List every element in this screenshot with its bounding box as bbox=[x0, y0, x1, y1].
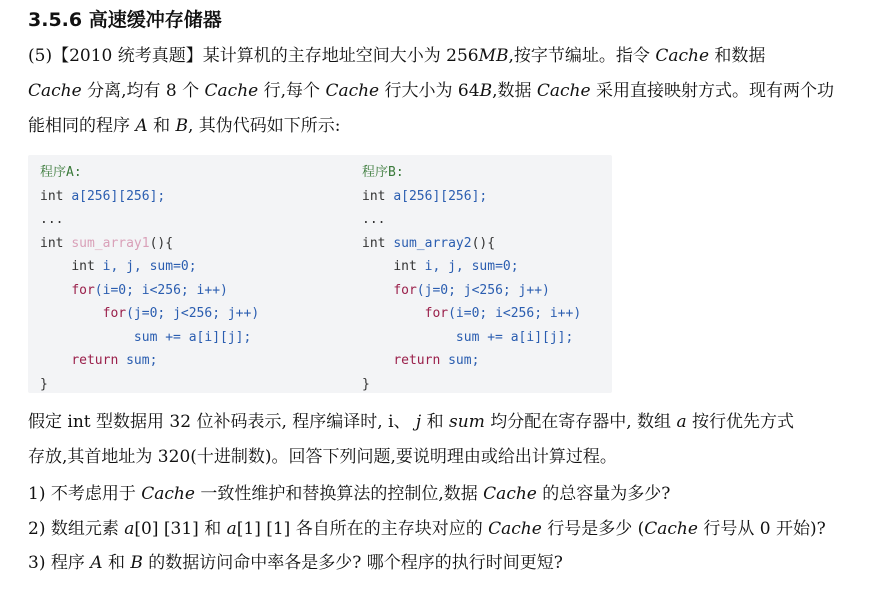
code-decl: a[256][256]; bbox=[71, 188, 166, 204]
problem-line-3 bbox=[28, 109, 834, 144]
var-j: j bbox=[415, 412, 422, 432]
code-loop: (j=0; j<256; j++) bbox=[416, 282, 550, 298]
code-type: int bbox=[362, 235, 386, 251]
assumption-line-1 bbox=[28, 405, 794, 440]
code-line bbox=[362, 161, 581, 185]
code-line bbox=[40, 232, 259, 256]
code-decl: a[256][256]; bbox=[393, 188, 488, 204]
text-segment: (5)【2010 统考真题】某计算机的主存地址空间大小为 256 bbox=[28, 46, 479, 66]
unit-b: B bbox=[479, 81, 493, 101]
text-segment: ,数据 bbox=[492, 81, 537, 101]
var-a: a bbox=[124, 519, 135, 539]
code-type: int bbox=[40, 188, 64, 204]
text-segment: , 其伪代码如下所示: bbox=[188, 116, 341, 136]
code-line bbox=[40, 373, 259, 397]
code-line bbox=[40, 185, 259, 209]
code-statement: sum += a[i][j]; bbox=[133, 329, 252, 345]
code-line bbox=[362, 302, 581, 326]
text-segment: 2) 数组元素 bbox=[28, 519, 125, 539]
term-cache: Cache bbox=[28, 81, 82, 101]
problem-line-1 bbox=[28, 39, 834, 74]
program-a-label: 程序A: bbox=[40, 165, 82, 180]
term-cache: Cache bbox=[488, 519, 542, 539]
program-b-name: B bbox=[130, 553, 143, 573]
code-line bbox=[362, 232, 581, 256]
code-punct: (){ bbox=[149, 235, 174, 251]
function-name: sum_array2 bbox=[393, 235, 472, 251]
section-title: 3.5.6 高速缓冲存储器 bbox=[28, 9, 222, 31]
code-punct: (){ bbox=[471, 235, 496, 251]
text-segment: 的总容量为多少? bbox=[536, 484, 671, 504]
code-ellipsis: ... bbox=[362, 212, 386, 227]
code-vars: i, j, sum=0; bbox=[102, 259, 197, 274]
text-segment: 3) 程序 bbox=[28, 553, 91, 573]
program-a-name: A bbox=[90, 553, 103, 573]
unit-mb: MB bbox=[478, 46, 509, 66]
code-line bbox=[362, 326, 581, 350]
code-line bbox=[362, 279, 581, 303]
text-segment: [1] [1] 各自所在的主存块对应的 bbox=[236, 519, 489, 539]
term-cache: Cache bbox=[644, 519, 698, 539]
text-segment: 1) 不考虑用于 bbox=[28, 484, 142, 504]
code-type: int bbox=[393, 259, 417, 274]
code-line bbox=[362, 255, 581, 279]
text-segment: 分离,均有 8 个 bbox=[81, 81, 205, 101]
code-line bbox=[40, 302, 259, 326]
term-cache: Cache bbox=[141, 484, 195, 504]
code-line bbox=[40, 349, 259, 373]
code-line bbox=[362, 349, 581, 373]
code-keyword: for bbox=[102, 306, 127, 321]
code-type: int bbox=[40, 235, 64, 251]
term-cache: Cache bbox=[483, 484, 537, 504]
code-line bbox=[40, 326, 259, 350]
code-line bbox=[362, 208, 581, 232]
assumption-paragraph bbox=[28, 405, 794, 475]
code-line bbox=[362, 185, 581, 209]
var-sum: sum bbox=[449, 412, 485, 432]
var-a: a bbox=[676, 412, 687, 432]
code-block bbox=[28, 155, 612, 393]
code-type: int bbox=[362, 188, 386, 204]
term-cache: Cache bbox=[325, 81, 380, 101]
code-return: sum; bbox=[448, 353, 480, 368]
text-segment: 行号是多少 ( bbox=[541, 519, 645, 539]
text-segment: 采用直接映射方式。现有两个功 bbox=[590, 81, 834, 101]
term-cache: Cache bbox=[655, 46, 710, 66]
code-brace: } bbox=[362, 376, 370, 392]
text-segment: [0] [31] 和 bbox=[134, 519, 227, 539]
code-loop: (j=0; j<256; j++) bbox=[126, 306, 260, 321]
text-segment: 和数据 bbox=[709, 46, 766, 66]
text-segment: 和 bbox=[421, 412, 450, 432]
problem-line-2 bbox=[28, 74, 834, 109]
text-segment: 一致性维护和替换算法的控制位,数据 bbox=[194, 484, 484, 504]
code-keyword: for bbox=[393, 282, 417, 298]
text-segment: 和 bbox=[102, 553, 131, 573]
function-name: sum_array1 bbox=[71, 235, 150, 251]
code-return: sum; bbox=[126, 353, 158, 368]
code-line bbox=[40, 279, 259, 303]
question-1 bbox=[28, 477, 670, 512]
code-line bbox=[362, 373, 581, 397]
program-a-name: A bbox=[135, 116, 148, 136]
program-b-code bbox=[362, 161, 581, 396]
text-segment: 行,每个 bbox=[258, 81, 326, 101]
code-loop: (i=0; i<256; i++) bbox=[94, 282, 228, 298]
text-segment: 的数据访问命中率各是多少? 哪个程序的执行时间更短? bbox=[142, 553, 563, 573]
code-ellipsis: ... bbox=[40, 212, 64, 227]
code-keyword: return bbox=[393, 353, 441, 368]
code-loop: (i=0; i<256; i++) bbox=[448, 306, 582, 321]
var-a: a bbox=[226, 519, 237, 539]
code-line bbox=[40, 208, 259, 232]
code-line bbox=[40, 255, 259, 279]
text-segment: 行大小为 64 bbox=[379, 81, 480, 101]
code-keyword: return bbox=[71, 353, 119, 368]
code-vars: i, j, sum=0; bbox=[424, 259, 519, 274]
text-segment: 按行优先方式 bbox=[686, 412, 794, 432]
program-b-name: B bbox=[175, 116, 188, 136]
code-statement: sum += a[i][j]; bbox=[455, 329, 574, 345]
question-3 bbox=[28, 546, 563, 581]
text-segment: 假定 int 型数据用 32 位补码表示, 程序编译时, i、 bbox=[28, 412, 416, 432]
problem-statement bbox=[28, 39, 834, 144]
term-cache: Cache bbox=[204, 81, 259, 101]
code-line bbox=[40, 161, 259, 185]
text-segment: 和 bbox=[147, 116, 176, 136]
question-2 bbox=[28, 512, 826, 547]
text-segment: ,按字节编址。指令 bbox=[508, 46, 656, 66]
program-b-label: 程序B: bbox=[362, 165, 404, 180]
code-brace: } bbox=[40, 376, 48, 392]
code-type: int bbox=[71, 259, 95, 274]
code-keyword: for bbox=[424, 306, 449, 321]
program-a-code bbox=[40, 161, 259, 396]
text-segment: 能相同的程序 bbox=[28, 116, 136, 136]
code-keyword: for bbox=[71, 282, 95, 298]
text-segment: 均分配在寄存器中, 数组 bbox=[484, 412, 677, 432]
text-segment: 行号从 0 开始)? bbox=[697, 519, 826, 539]
assumption-line-2: 存放,其首地址为 320(十进制数)。回答下列问题,要说明理由或给出计算过程。 bbox=[28, 447, 617, 467]
term-cache: Cache bbox=[536, 81, 591, 101]
